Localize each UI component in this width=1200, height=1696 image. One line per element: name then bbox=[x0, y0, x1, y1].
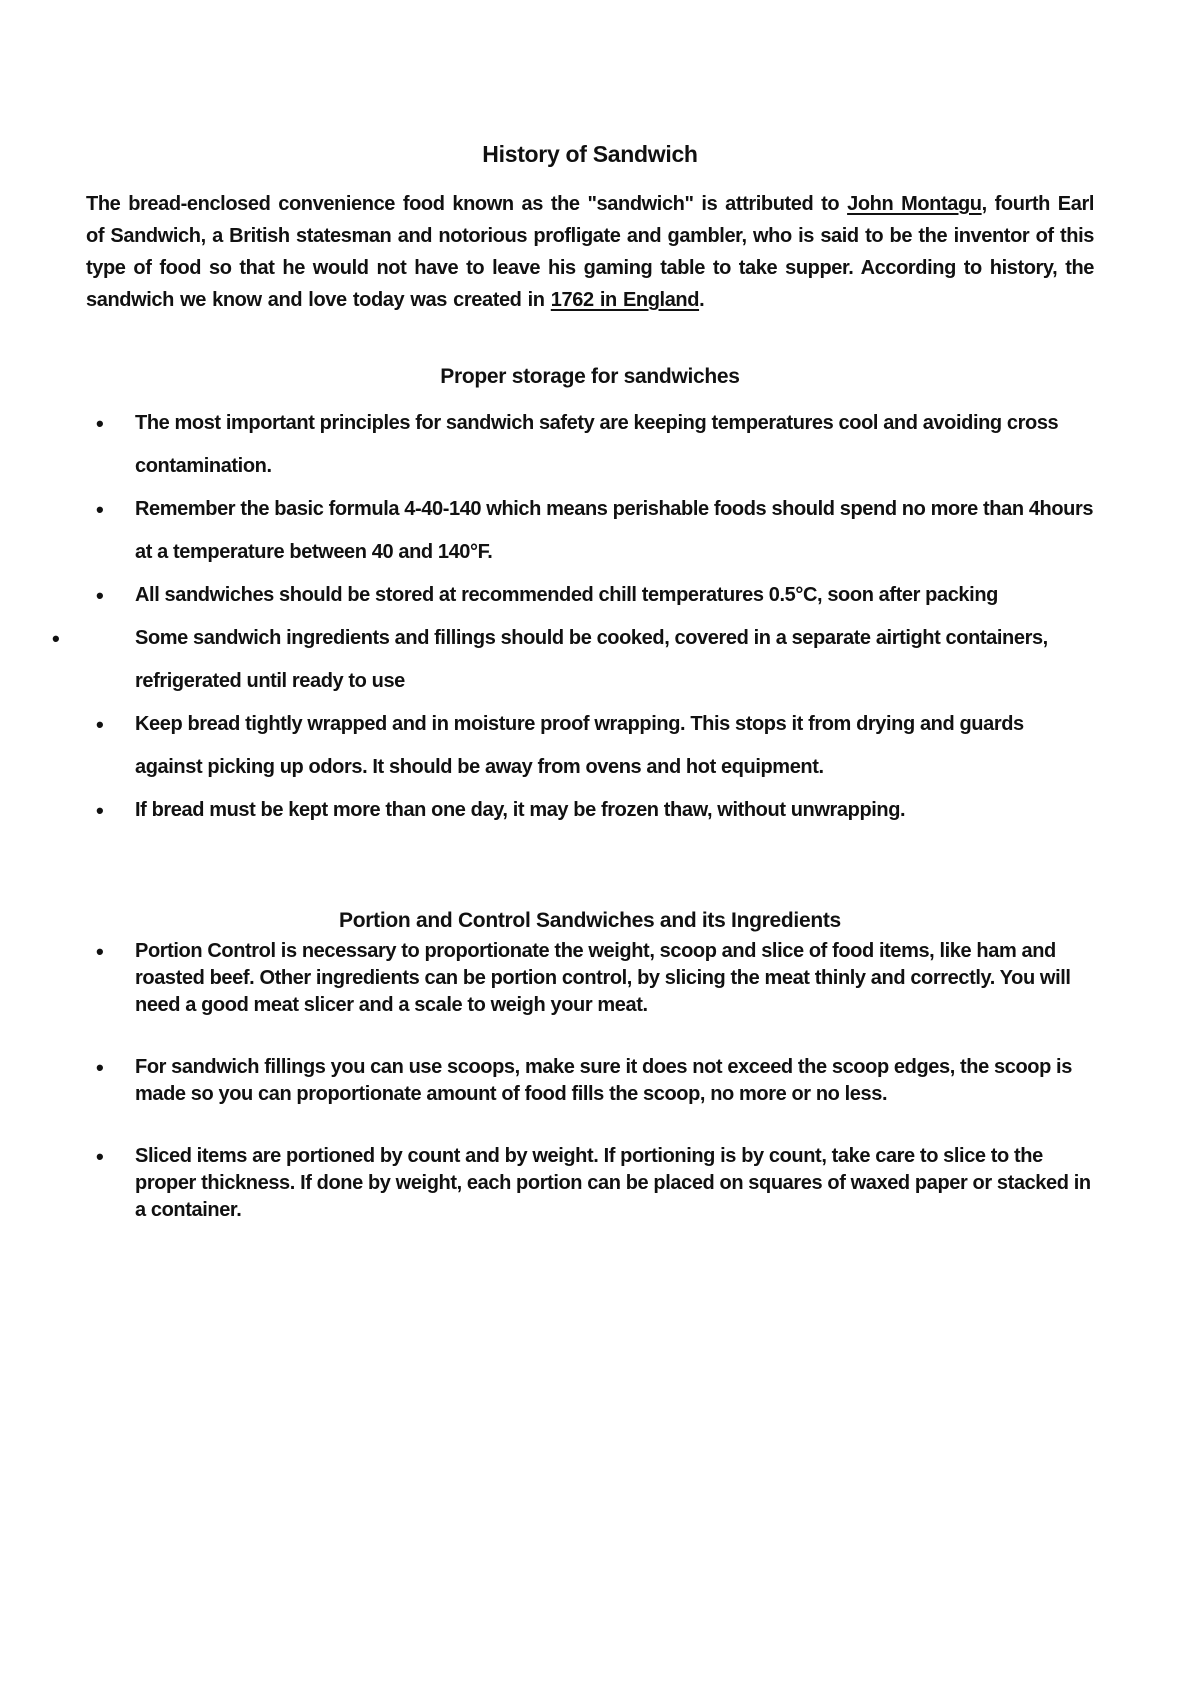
emphasis-1762-england: 1762 in England bbox=[550, 289, 700, 311]
list-item: • Some sandwich ingredients and fillings should be cooked, covered in a separate airtight containers, refrigerated until ready to use bbox=[86, 617, 1094, 703]
list-item: • Remember the basic formula 4-40-140 which means perishable foods should spend no more than 4hours at a temperature between 40 and 140°F. bbox=[86, 488, 1094, 574]
intro-text-2: , fourth Earl of Sandwich, a British statesman and notorious profligate and gambler, who is said to be the inventor of this type of food so that he would not have to leave his gaming table to take supper. According to history, the sandwich we know and love today was created in bbox=[86, 193, 1095, 311]
portion-bullet-list bbox=[86, 938, 1094, 1224]
section-heading-proper-storage: Proper storage for sandwiches bbox=[440, 365, 740, 388]
storage-bullet-list bbox=[86, 402, 1094, 832]
list-item: • All sandwiches should be stored at recommended chill temperatures 0.5°C, soon after packing bbox=[86, 574, 1094, 617]
list-item: • For sandwich fillings you can use scoops, make sure it does not exceed the scoop edges, the scoop is made so you can proportionate amount of food fills the scoop, no more or no less. bbox=[86, 1054, 1094, 1108]
list-item: • The most important principles for sandwich safety are keeping temperatures cool and avoiding cross contamination. bbox=[86, 402, 1094, 488]
list-item: • Portion Control is necessary to proportionate the weight, scoop and slice of food items, like ham and roasted beef. Other ingredients can be portion control, by slicing the meat thinly and correctly. You will need a good meat slicer and a scale to weigh your meat. bbox=[86, 938, 1094, 1019]
intro-text-1: The bread-enclosed convenience food known as the "sandwich" is attributed to bbox=[86, 193, 848, 215]
intro-paragraph bbox=[86, 188, 1094, 316]
list-item: • Sliced items are portioned by count and by weight. If portioning is by count, take care to slice to the proper thickness. If done by weight, each portion can be placed on squares of waxed paper or stacked in a container. bbox=[86, 1143, 1094, 1224]
page-title: History of Sandwich bbox=[482, 141, 698, 167]
emphasis-john-montagu: John Montagu bbox=[847, 193, 982, 215]
section-heading-portion-control: Portion and Control Sandwiches and its Ingredients bbox=[339, 909, 841, 932]
intro-text-3: . bbox=[699, 289, 705, 311]
list-item: • If bread must be kept more than one day, it may be frozen thaw, without unwrapping. bbox=[86, 789, 1094, 832]
list-item: • Keep bread tightly wrapped and in moisture proof wrapping. This stops it from drying and guards against picking up odors. It should be away from ovens and hot equipment. bbox=[86, 703, 1094, 789]
